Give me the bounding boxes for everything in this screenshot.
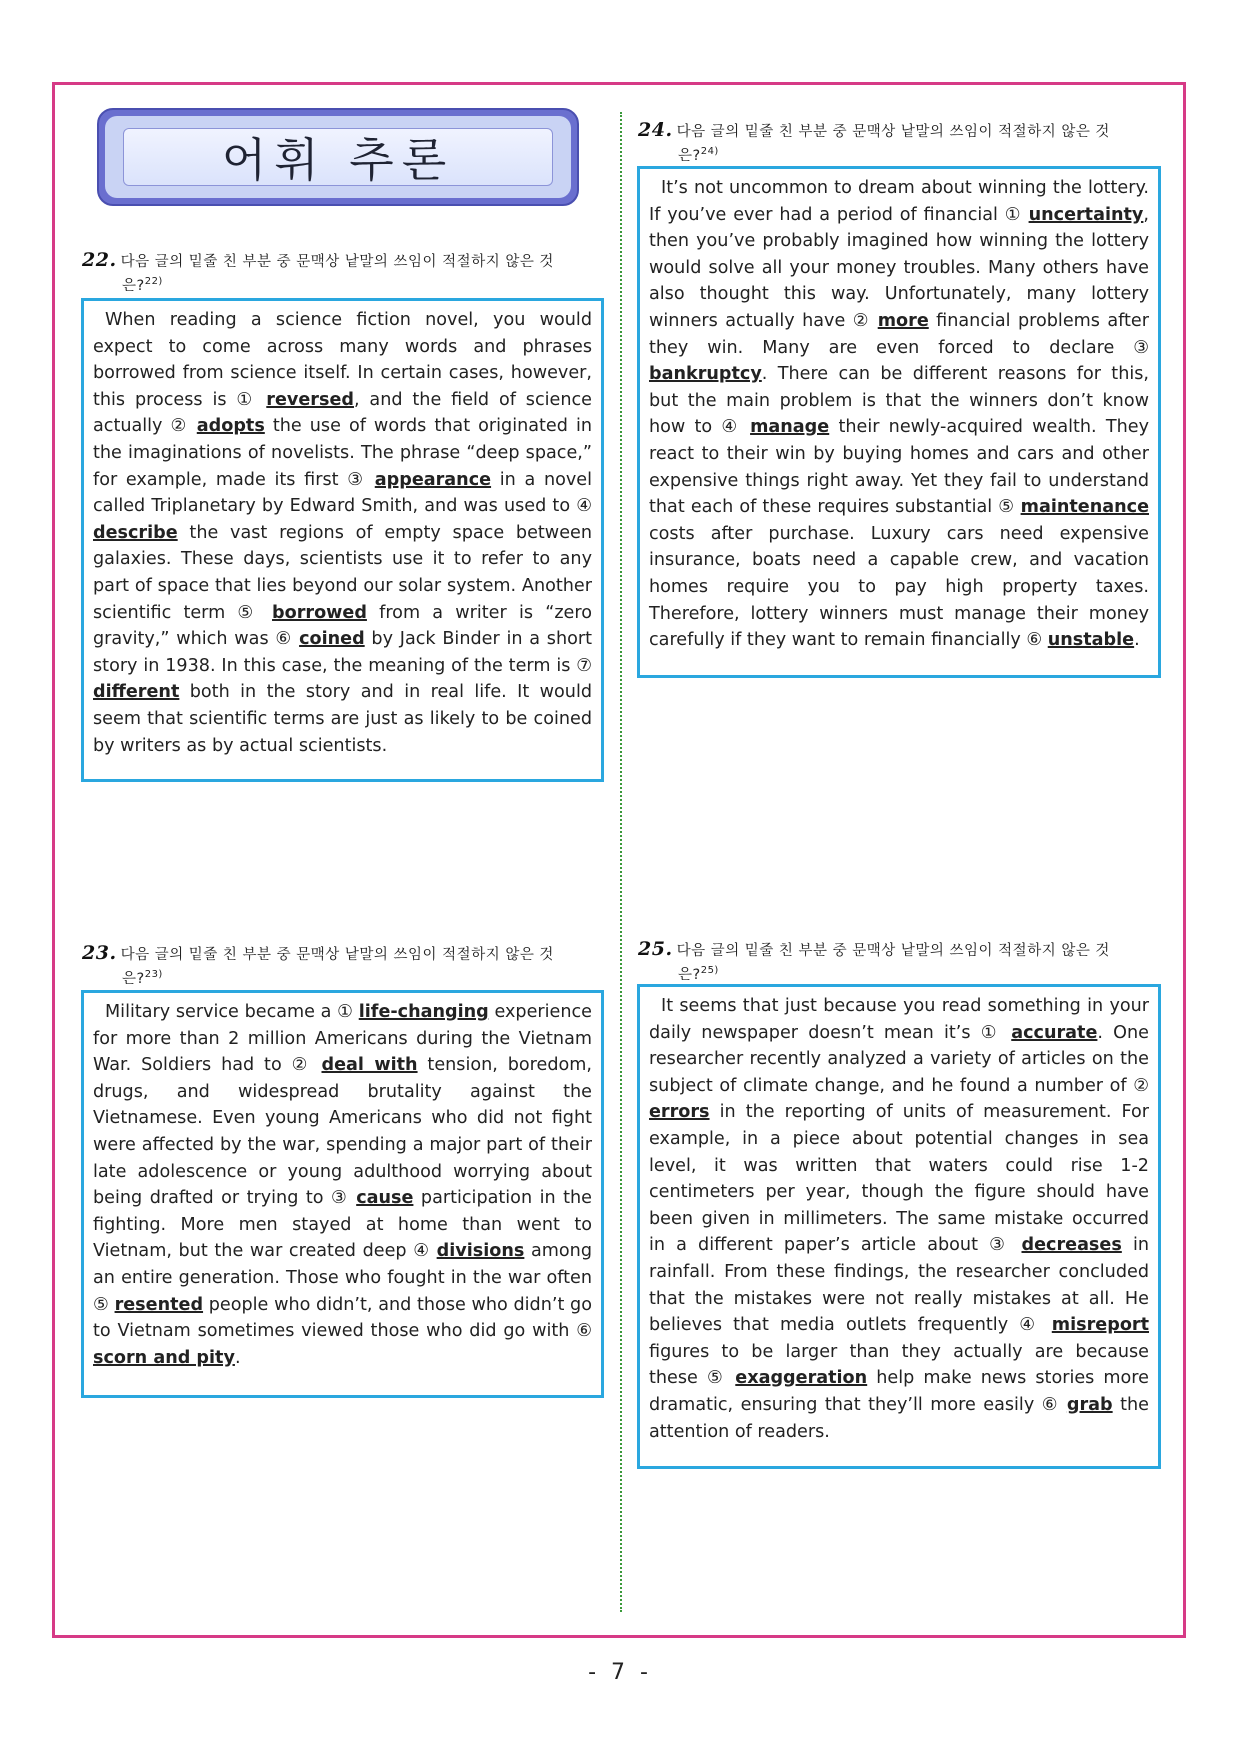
underlined-word: uncertainty [1028, 204, 1144, 225]
question-24-passage [637, 166, 1161, 678]
underlined-word: bankruptcy [649, 364, 762, 385]
passage-text: financial problems after they win. Many are even forced to declare ③ [649, 310, 1149, 358]
underlined-word: deal with [321, 1055, 418, 1076]
underlined-word: borrowed [272, 602, 367, 623]
question-22-passage [81, 298, 604, 782]
underlined-word: errors [649, 1102, 710, 1123]
passage-text: . [234, 1347, 241, 1368]
passage-text: costs after purchase. Luxury cars need expensive insurance, boats need a capable crew, and vacation homes require you to pay high property taxes. Therefore, lottery winners must manage their money carefully if they want to remain financially ⑥ [649, 523, 1149, 651]
footnote-ref: 24) [700, 146, 719, 157]
underlined-word: more [877, 310, 929, 331]
question-prompt: 다음 글의 밑줄 친 부분 중 문맥상 낱말의 쓰임이 적절하지 않은 것 [120, 254, 554, 270]
underlined-word: maintenance [1020, 497, 1149, 518]
question-25-heading [638, 940, 1162, 985]
question-number: 23. [82, 942, 117, 964]
passage-text: , and the field of science actually ② [93, 389, 592, 437]
underlined-word: appearance [374, 469, 492, 490]
passage-text: Military service became a ① [105, 1002, 359, 1022]
passage-text: among an entire generation. Those who fought in the war often ⑤ [93, 1241, 592, 1315]
underlined-word: unstable [1047, 630, 1135, 651]
question-prompt-cont: 은? [678, 147, 701, 164]
question-prompt-cont: 은? [122, 970, 145, 987]
passage-text: . [1134, 630, 1140, 651]
passage-text: by Jack Binder in a short story in 1938. In this case, the meaning of the term is ⑦ [93, 629, 592, 676]
question-prompt: 다음 글의 밑줄 친 부분 중 문맥상 낱말의 쓰임이 적절하지 않은 것 [676, 124, 1110, 140]
question-number: 25. [638, 938, 673, 960]
underlined-word: describe [93, 522, 178, 543]
passage-text: It’s not uncommon to dream about winning the lottery. If you’ve ever had a period of financial ① [649, 178, 1149, 225]
underlined-word: manage [750, 417, 830, 438]
question-24-heading [638, 121, 1162, 166]
underlined-word: misreport [1051, 1315, 1149, 1336]
question-prompt-cont: 은? [122, 277, 145, 294]
underlined-word: life-changing [358, 1002, 489, 1022]
underlined-word: divisions [436, 1241, 525, 1262]
page-number: - 7 - [588, 1660, 652, 1685]
underlined-word: coined [299, 629, 365, 650]
underlined-word: accurate [1011, 1022, 1098, 1043]
underlined-word: different [93, 682, 180, 703]
passage-text: . There can be different reasons for this, but the main problem is that the winners don’t know how to ④ [649, 364, 1149, 438]
passage-text: help make news stories more dramatic, ensuring that they’ll more easily ⑥ [649, 1368, 1149, 1415]
underlined-word: cause [356, 1188, 414, 1209]
question-22-heading [82, 251, 602, 296]
passage-text: the attention of readers. [649, 1394, 1150, 1442]
question-prompt: 다음 글의 밑줄 친 부분 중 문맥상 낱말의 쓰임이 적절하지 않은 것 [120, 947, 554, 963]
question-25-passage [637, 984, 1161, 1469]
passage-text: their newly-acquired wealth. They react to their win by buying homes and cars and other expensive things right away. Yet they fail to understand that each of these requires substantial ⑤ [649, 417, 1149, 518]
passage-text: people who didn’t, and those who didn’t go to Vietnam sometimes viewed those who did go with ⑥ [93, 1294, 592, 1342]
passage-text: It seems that just because you read something in your daily newspaper doesn’t mean it’s ① [649, 996, 1149, 1043]
passage-text: both in the story and in real life. It would seem that scientific terms are just as likely to be coined by writers as by actual scientists. [93, 682, 592, 756]
footnote-ref: 25) [700, 965, 719, 976]
question-prompt-cont: 은? [678, 966, 701, 983]
passage-text: . One researcher recently analyzed a variety of articles on the subject of climate change, and he found a number of ② [649, 1022, 1149, 1096]
question-number: 22. [82, 249, 117, 271]
passage-text: in a novel called Triplanetary by Edward Smith, and was used to ④ [93, 469, 593, 517]
passage-text: tension, boredom, drugs, and widespread brutality against the Vietnamese. Even young Americans who did not fight were affected by the war, spending a major part of their late adolescence or young adulthood worrying about being drafted or trying to ③ [93, 1055, 592, 1209]
underlined-word: grab [1066, 1394, 1113, 1415]
underlined-word: reversed [266, 389, 354, 410]
passage-text: experience for more than 2 million Americans during the Vietnam War. Soldiers had to ② [93, 1002, 592, 1076]
underlined-word: resented [114, 1294, 204, 1315]
passage-text: the vast regions of empty space between galaxies. These days, scientists use it to refer to any part of space that lies beyond our solar system. Another scientific term ⑤ [93, 522, 592, 623]
passage-text: figures to be larger than they actually are because these ⑤ [649, 1341, 1149, 1389]
section-title: 어휘 추론 [123, 128, 553, 186]
passage-text: , then you’ve probably imagined how winning the lottery would solve all your money troubles. Many others have also thought this way. Unfortunately, many lottery winners actually have ② [649, 204, 1149, 331]
underlined-word: decreases [1021, 1235, 1122, 1256]
section-title-banner [97, 108, 579, 206]
underlined-word: adopts [196, 416, 265, 437]
passage-text: the use of words that originated in the imaginations of novelists. The phrase “deep space,” for example, made its first ③ [93, 416, 592, 490]
question-prompt: 다음 글의 밑줄 친 부분 중 문맥상 낱말의 쓰임이 적절하지 않은 것 [676, 943, 1110, 959]
footnote-ref: 23) [144, 969, 163, 980]
question-number: 24. [638, 119, 673, 141]
underlined-word: exaggeration [735, 1368, 868, 1389]
question-23-heading [82, 944, 602, 989]
passage-text: participation in the fighting. More men stayed at home than went to Vietnam, but the war created deep ④ [93, 1188, 592, 1262]
passage-text: in rainfall. From these findings, the researcher concluded that the mistakes were not really mistakes at all. He believes that media outlets frequently ④ [649, 1235, 1149, 1336]
underlined-word: scorn and pity [93, 1347, 235, 1368]
passage-text: When reading a science fiction novel, you would expect to come across many words and phrases borrowed from science itself. In certain cases, however, this process is ① [93, 310, 592, 410]
passage-text: from a writer is “zero gravity,” which was ⑥ [93, 602, 592, 650]
footnote-ref: 22) [144, 276, 163, 287]
question-23-passage [81, 990, 604, 1398]
passage-text: in the reporting of units of measurement. For example, in a piece about potential changes in sea level, it was written that waters could rise 1-2 centimeters per year, though the figure should have been given in millimeters. The same mistake occurred in a different paper’s article about ③ [649, 1102, 1149, 1256]
column-divider [620, 112, 622, 1612]
